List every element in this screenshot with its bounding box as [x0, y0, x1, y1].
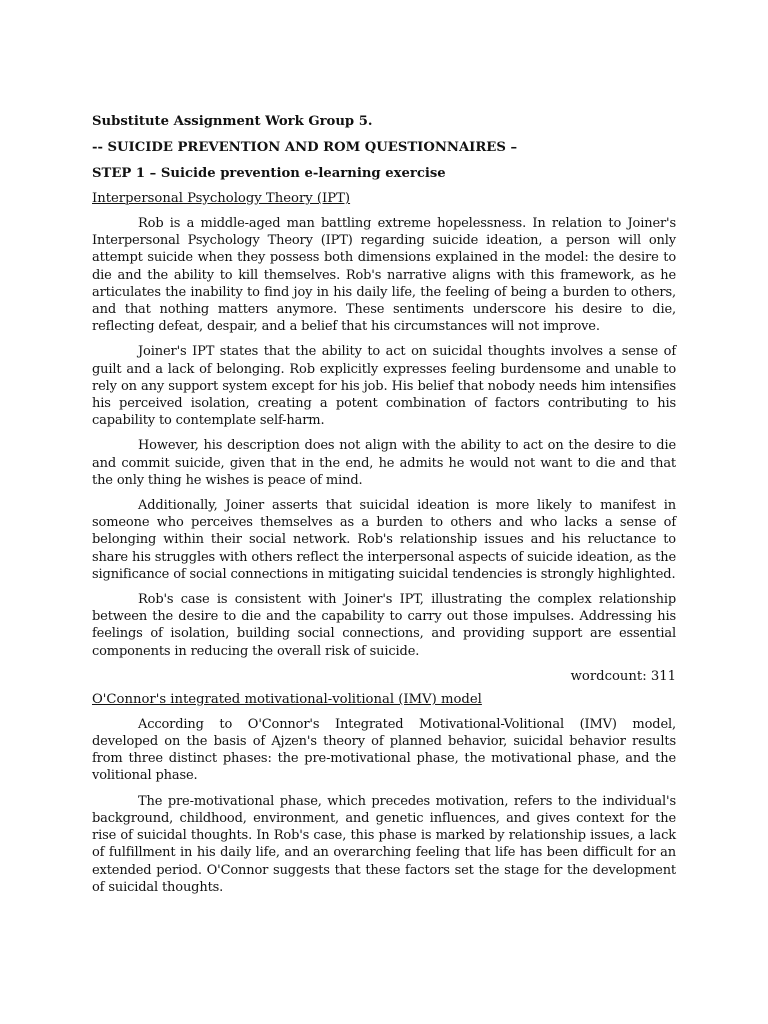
document-page	[92, 112, 676, 904]
ipt-paragraph-4: Additionally, Joiner asserts that suicidal ideation is more likely to manifest in someone who perceives themselves as a burden to others and who lacks a sense of belonging within their social network. Rob's relationship issues and his reluctance to share his struggles with others reflect the interpersonal aspects of suicide ideation, as the significance of social connections in mitigating suicidal tendencies is strongly highlighted.	[92, 498, 676, 582]
ipt-paragraph-5: Rob's case is consistent with Joiner's IPT, illustrating the complex relationship between the desire to die and the capability to carry out those impulses. Addressing his feelings of isolation, building social connections, and providing support are essential components in reducing the overall risk of suicide.	[92, 592, 676, 659]
step-heading: STEP 1 – Suicide prevention e-learning exercise	[92, 166, 446, 181]
ipt-wordcount: wordcount: 311	[570, 668, 676, 684]
ipt-paragraph-1: Rob is a middle-aged man battling extreme hopelessness. In relation to Joiner's Interpersonal Psychology Theory (IPT) regarding suicide ideation, a person will only attempt suicide when they possess both dimensions explained in the model: the desire to die and the ability to kill themselves. Rob's narrative aligns with this framework, as he articulates the inability to find joy in his daily life, the feeling of being a burden to others, and that nothing matters anymore. These sentiments underscore his desire to die, reflecting defeat, despair, and a belief that his circumstances will not improve.	[92, 216, 676, 335]
ipt-paragraph-3: However, his description does not align with the ability to act on the desire to die and commit suicide, given that in the end, he admits he would not want to die and that the only thing he wishes is peace of mind.	[92, 438, 676, 488]
imv-paragraph-1: According to O'Connor's Integrated Motivational-Volitional (IMV) model, developed on the basis of Ajzen's theory of planned behavior, suicidal behavior results from three distinct phases: the pre-motivational phase, the motivational phase, and the volitional phase.	[92, 716, 676, 784]
section-heading: -- SUICIDE PREVENTION AND ROM QUESTIONNAIRES –	[92, 140, 518, 155]
ipt-paragraph-2: Joiner's IPT states that the ability to act on suicidal thoughts involves a sense of guilt and a lack of belonging. Rob explicitly expresses feeling burdensome and unable to rely on any support system except for his job. His belief that nobody needs him intensifies his perceived isolation, creating a potent combination of factors contributing to his capability to contemplate self-harm.	[92, 344, 676, 429]
ipt-subheading: Interpersonal Psychology Theory (IPT)	[92, 191, 351, 206]
imv-subheading: O'Connor's integrated motivational-volitional (IMV) model	[92, 691, 482, 707]
imv-paragraph-2: The pre-motivational phase, which precedes motivation, refers to the individual's background, childhood, environment, and genetic influences, and gives context for the rise of suicidal thoughts. In Rob's case, this phase is marked by relationship issues, a lack of fulfillment in his daily life, and an overarching feeling that life has been difficult for an extended period. O'Connor suggests that these factors set the stage for the development of suicidal thoughts.	[92, 793, 676, 895]
document-title: Substitute Assignment Work Group 5.	[92, 114, 373, 129]
